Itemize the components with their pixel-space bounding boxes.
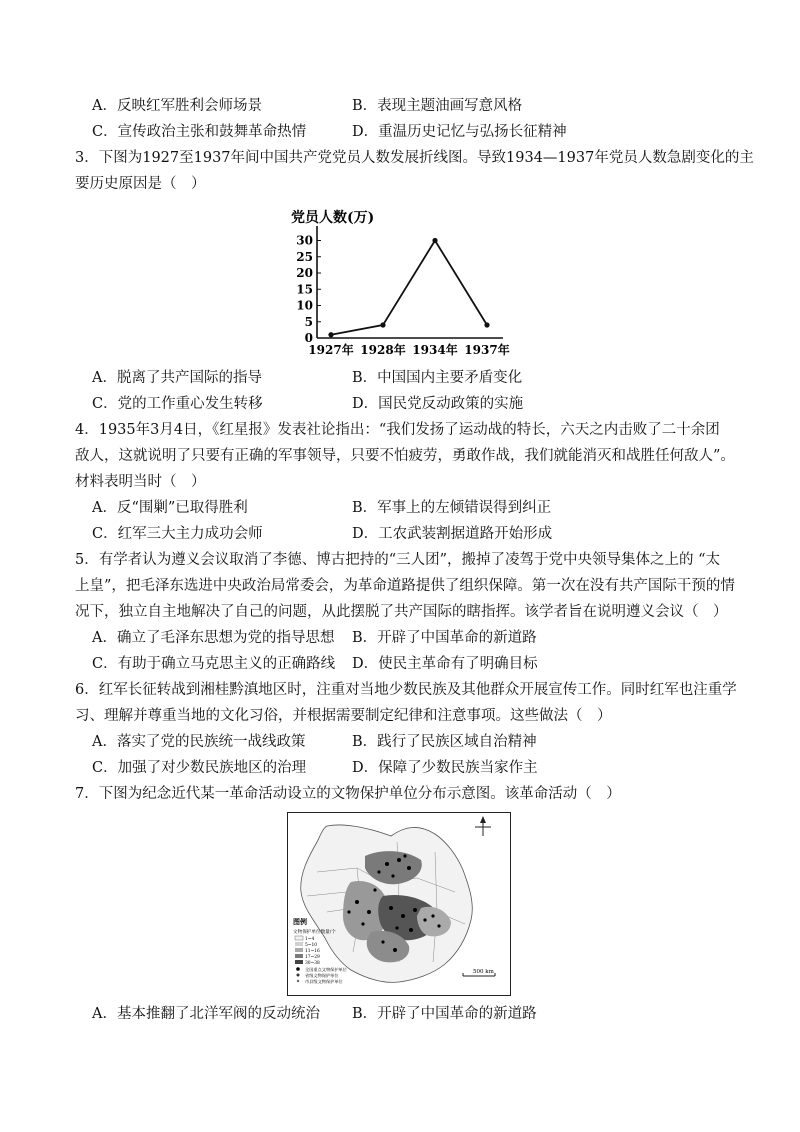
- q4-option-c: C．红军三大主力成功会师: [92, 526, 263, 542]
- x-tick-label-3: 1937年: [464, 343, 510, 357]
- q5-stem-line2: 上皇”，把毛泽东选进中央政治局常委会，为革命道路提供了组织保障。第一次在没有共产国际干预的情: [75, 578, 735, 594]
- legend-symbol-label-3: 市县级文物保护单位: [305, 979, 343, 984]
- data-point-0: [328, 332, 333, 337]
- q7-stem-line1: 7．下图为纪念近代某一革命活动设立的文物保护单位分布示意图。该革命活动（ ）: [75, 786, 621, 802]
- heritage-distribution-map: [287, 812, 511, 996]
- q3-stem-line2: 要历史原因是（ ）: [75, 176, 206, 192]
- legend-symbol-label-2: 省级文物保护单位: [305, 973, 339, 978]
- legend-swatch-1: [295, 936, 303, 940]
- data-point-3: [484, 322, 489, 327]
- scale-label: 500 km: [473, 969, 494, 975]
- q4-stem-line2: 敌人，这就说明了只要有正确的军事领导，只要不怕疲劳，勇敢作战，我们就能消灭和战胜任何敌人”。: [75, 448, 735, 464]
- q3-stem-line1: 3．下图为1927至1937年间中国共产党党员人数发展折线图。导致1934—1937年党员人数急剧变化的主: [75, 150, 754, 166]
- data-point-1: [380, 322, 385, 327]
- y-tick-label-2: 10: [296, 298, 313, 313]
- map-svg: [287, 812, 511, 996]
- y-tick-label-6: 30: [296, 233, 313, 248]
- legend-subtitle: 文物保护单位数量/个: [293, 930, 336, 935]
- q4-stem-line3: 材料表明当时（ ）: [75, 474, 206, 490]
- legend-symbol-county: [297, 980, 299, 982]
- legend-swatch-2: [295, 942, 303, 946]
- legend-range-1: 1~4: [305, 937, 315, 942]
- legend-swatch-5: [295, 960, 303, 964]
- x-tick-label-0: 1927年: [308, 343, 354, 357]
- q4-option-b: B．军事上的左倾错误得到纠正: [352, 500, 552, 516]
- q3-option-b: B．中国国内主要矛盾变化: [352, 370, 523, 386]
- q5-option-d: D．使民主革命有了明确目标: [352, 656, 538, 672]
- q4-option-a: A．反“围剿”已取得胜利: [92, 500, 248, 516]
- y-tick-label-5: 25: [296, 249, 313, 264]
- legend-symbol-national: [296, 967, 300, 971]
- data-point-2: [432, 238, 437, 243]
- x-tick-label-1: 1928年: [360, 343, 406, 357]
- q7-option-a: A．基本推翻了北洋军阀的反动统治: [92, 1006, 320, 1022]
- legend-swatch-3: [295, 948, 303, 952]
- line-chart-svg: [285, 204, 515, 362]
- q3-option-a: A．脱离了共产国际的指导: [92, 370, 262, 386]
- q5-stem-line3: 况下，独立自主地解决了自己的问题，从此摆脱了共产国际的瞎指挥。该学者旨在说明遵义会议（ ）: [75, 604, 728, 620]
- q5-option-a: A．确立了毛泽东思想为党的指导思想: [92, 630, 335, 646]
- y-tick-label-0: 0: [304, 331, 313, 345]
- legend-range-2: 5~10: [305, 943, 318, 948]
- y-tick-label-4: 20: [296, 266, 313, 280]
- q6-option-d: D．保障了少数民族当家作主: [352, 760, 538, 776]
- q5-stem-line1: 5．有学者认为遵义会议取消了李德、博古把持的“三人团”，搬掉了凌驾于党中央领导集体之上的 “太: [75, 552, 721, 568]
- q2-option-b: B．表现主题油画写意风格: [352, 98, 523, 114]
- chart-title: 党员人数(万): [291, 210, 375, 226]
- legend-title: 图例: [293, 917, 307, 926]
- series-line: [331, 241, 487, 335]
- q2-option-d: D．重温历史记忆与弘扬长征精神: [352, 124, 567, 140]
- q5-option-c: C．有助于确立马克思主义的正确路线: [92, 656, 336, 672]
- legend-range-3: 11~16: [305, 949, 320, 954]
- q7-option-b: B．开辟了中国革命的新道路: [352, 1006, 537, 1022]
- q4-option-d: D．工农武装割据道路开始形成: [352, 526, 553, 542]
- q6-option-c: C．加强了对少数民族地区的治理: [92, 760, 307, 776]
- q6-option-b: B．践行了民族区域自治精神: [352, 734, 537, 750]
- legend-symbol-label-1: 全国重点文物保护单位: [305, 967, 347, 972]
- q5-option-b: B．开辟了中国革命的新道路: [352, 630, 537, 646]
- legend-range-5: 30~38: [305, 961, 320, 966]
- q6-stem-line1: 6．红军长征转战到湘桂黔滇地区时，注重对当地少数民族及其他群众开展宣传工作。同时红军也注重学: [75, 682, 737, 698]
- q2-option-c: C．宣传政治主张和鼓舞革命热情: [92, 124, 307, 140]
- q3-option-c: C．党的工作重心发生转移: [92, 396, 263, 412]
- q6-option-a: A．落实了党的民族统一战线政策: [92, 734, 306, 750]
- q3-option-d: D．国民党反动政策的实施: [352, 396, 524, 412]
- y-tick-label-3: 15: [296, 282, 313, 297]
- q6-stem-line2: 习、理解并尊重当地的文化习俗，并根据需要制定纪律和注意事项。这些做法（ ）: [75, 708, 612, 724]
- x-tick-label-2: 1934年: [412, 343, 458, 357]
- y-tick-label-1: 5: [304, 314, 313, 329]
- q4-stem-line1: 4．1935年3月4日，《红星报》发表社论指出：“我们发扬了运动战的特长，六天之内击败了二十余团: [75, 422, 720, 438]
- legend-range-4: 17~29: [305, 955, 320, 960]
- legend-swatch-4: [295, 954, 303, 958]
- legend-symbol-provincial: [297, 974, 300, 977]
- party-membership-chart: [285, 204, 515, 362]
- q2-option-a: A．反映红军胜利会师场景: [92, 98, 262, 114]
